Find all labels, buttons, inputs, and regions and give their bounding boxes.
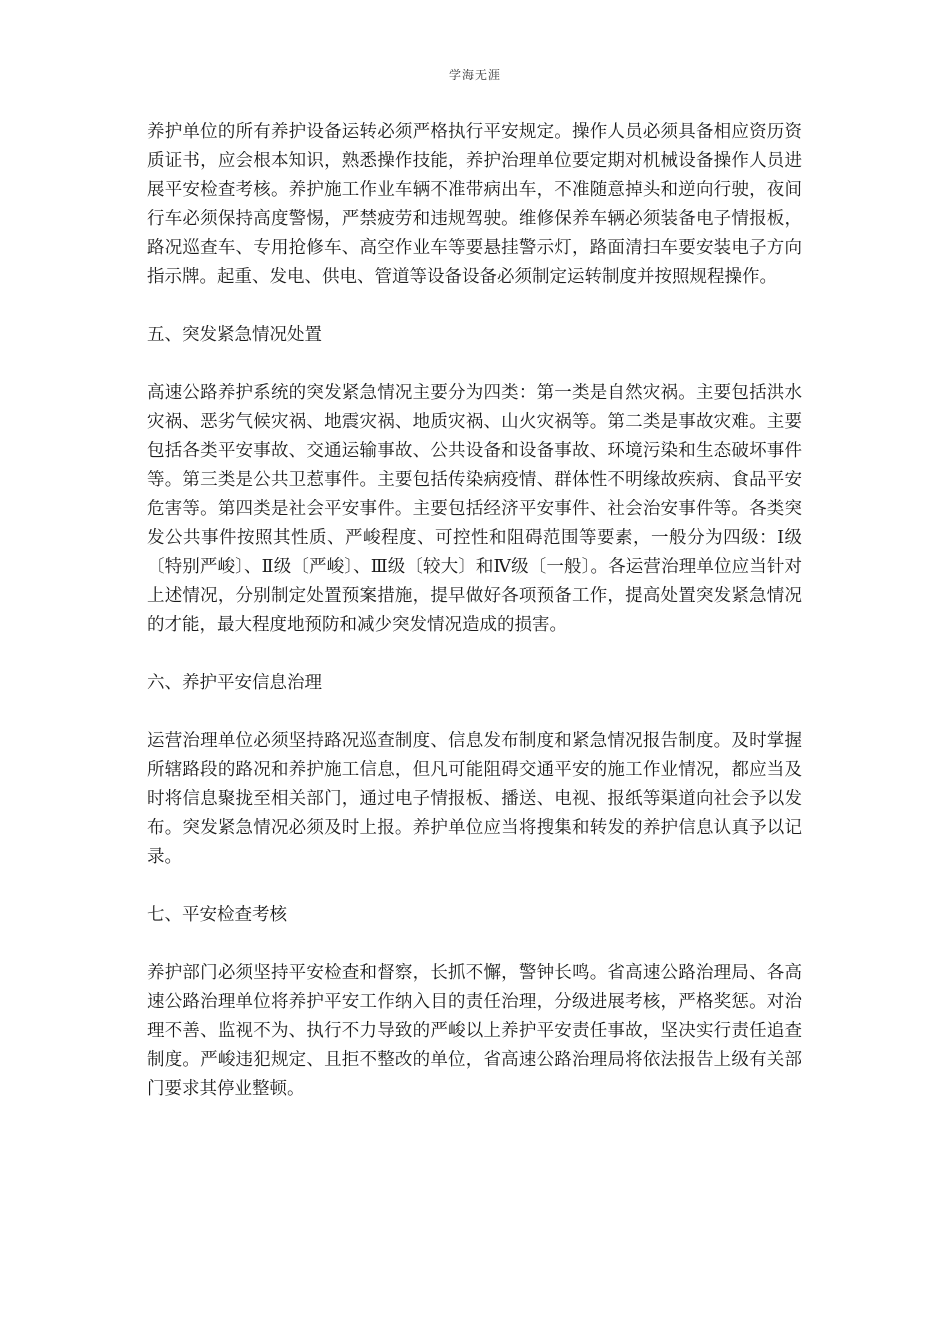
section-heading-6: 六、养护平安信息治理 — [147, 673, 322, 693]
paragraph-safety-info: 运营治理单位必须坚持路况巡查制度、信息发布制度和紧急情况报告制度。及时掌握所辖路段的路况和养护施工信息，但凡可能阻碍交通平安的施工作业情况，都应当及时将信息聚拢至相关部门，通过电子情报板、播送、电视、报纸等渠道向社会予以发布。突发紧急情况必须及时上报。养护单位应当将搜集和转发的养护信息认真予以记录。 — [147, 731, 802, 867]
paragraph-emergency-handling: 高速公路养护系统的突发紧急情况主要分为四类：第一类是自然灾祸。主要包括洪水灾祸、恶劣气候灾祸、地震灾祸、地质灾祸、山火灾祸等。第二类是事故灾难。主要包括各类平安事故、交通运输事故、公共设备和设备事故、环境污染和生态破坏事件等。第三类是公共卫惹事件。主要包括传染病疫情、群体性不明缘故疾病、食品平安危害等。第四类是社会平安事件。主要包括经济平安事件、社会治安事件等。各类突发公共事件按照其性质、严峻程度、可控性和阻碍范围等要素，一般分为四级：Ⅰ级〔特别严峻〕、Ⅱ级〔严峻〕、Ⅲ级〔较大〕和Ⅳ级〔一般〕。各运营治理单位应当针对上述情况，分别制定处置预案措施，提早做好各项预备工作，提高处置突发紧急情况的才能，最大程度地预防和减少突发情况造成的损害。 — [147, 383, 802, 635]
paragraph-equipment-safety: 养护单位的所有养护设备运转必须严格执行平安规定。操作人员必须具备相应资历资质证书，应会根本知识，熟悉操作技能，养护治理单位要定期对机械设备操作人员进展平安检查考核。养护施工作业车辆不准带病出车，不准随意掉头和逆向行驶，夜间行车必须保持高度警惕，严禁疲劳和违规驾驶。维修保养车辆必须装备电子情报板，路况巡查车、专用抢修车、高空作业车等要悬挂警示灯，路面清扫车要安装电子方向指示牌。起重、发电、供电、管道等设备设备必须制定运转制度并按照规程操作。 — [147, 122, 802, 287]
paragraph-safety-inspection: 养护部门必须坚持平安检查和督察，长抓不懈，警钟长鸣。省高速公路治理局、各高速公路治理单位将养护平安工作纳入目的责任治理，分级进展考核，严格奖惩。对治理不善、监视不为、执行不力导致的严峻以上养护平安责任事故，坚决实行责任追查制度。严峻违犯规定、且拒不整改的单位，省高速公路治理局将依法报告上级有关部门要求其停业整顿。 — [147, 963, 802, 1099]
page-header: 学海无涯 — [448, 68, 501, 82]
document-body — [147, 118, 802, 1133]
section-heading-7: 七、平安检查考核 — [147, 905, 287, 925]
section-heading-5: 五、突发紧急情况处置 — [147, 325, 322, 345]
